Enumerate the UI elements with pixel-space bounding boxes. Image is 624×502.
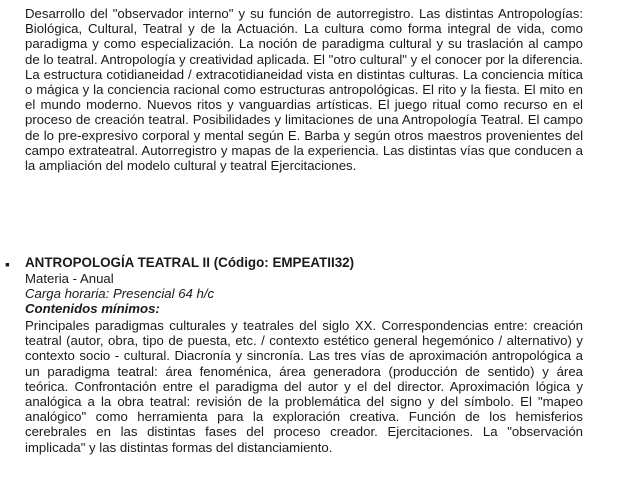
section-2-paragraph: Principales paradigmas culturales y teatrales del siglo XX. Correspondencias entre: creación teatral (autor, obra, tipo de puesta, etc. / contexto estético general hegemónico / alternativo) y contexto socio - cultural. Diacronía y sincronía. Las tres vías de aproximación antropológica a un paradigma teatral: área fenoménica, área generadora (producción de sentido) y área teórica. Confrontación entre el paradigma del autor y el del director. Aproximación lógica y analógica a la obra teatral: revisión de la problemática del signo y del símbolo. El "mapeo analógico" como herramienta para la exploración creativa. Función de los hemisferios cerebrales en las distintas fases del proceso creador. Ejercitaciones. La "observación implicada" y las distintas formas del distanciamiento.: [25, 318, 583, 455]
course-title: ANTROPOLOGÍA TEATRAL II (Código: EMPEATII32): [25, 255, 355, 270]
course-type: Materia - Anual: [25, 271, 114, 286]
contents-label: Contenidos mínimos:: [25, 301, 160, 316]
course-hours: Carga horaria: Presencial 64 h/c: [25, 286, 215, 301]
bullet-icon: ▪: [5, 256, 10, 272]
section-1-paragraph: Desarrollo del "observador interno" y su función de autorregistro. Las distintas Antropologías: Biológica, Cultural, Teatral y de la Actuación. La cultura como forma integral de vida, como paradigma y como especialización. La noción de paradigma cultural y su traslación al campo de lo teatral. Antropología y creatividad aplicada. El "otro cultural" y el conocer por la diferencia. La estructura cotidianeidad / extracotidianeidad vista en distintas culturas. La conciencia mítica o mágica y la conciencia racional como estructuras antropológicas. El rito y la fiesta. El mito en el mundo moderno. Nuevos ritos y vanguardias artísticas. El juego ritual como recurso en el proceso de creación teatral. Posibilidades y limitaciones de una Antropología Teatral. El campo de lo pre-expresivo corporal y mental según E. Barba y según otros maestros provenientes del campo extrateatral. Autorregistro y mapas de la experiencia. Las distintas vías que conducen a la ampliación del modelo cultural y teatral Ejercitaciones.: [25, 6, 583, 174]
